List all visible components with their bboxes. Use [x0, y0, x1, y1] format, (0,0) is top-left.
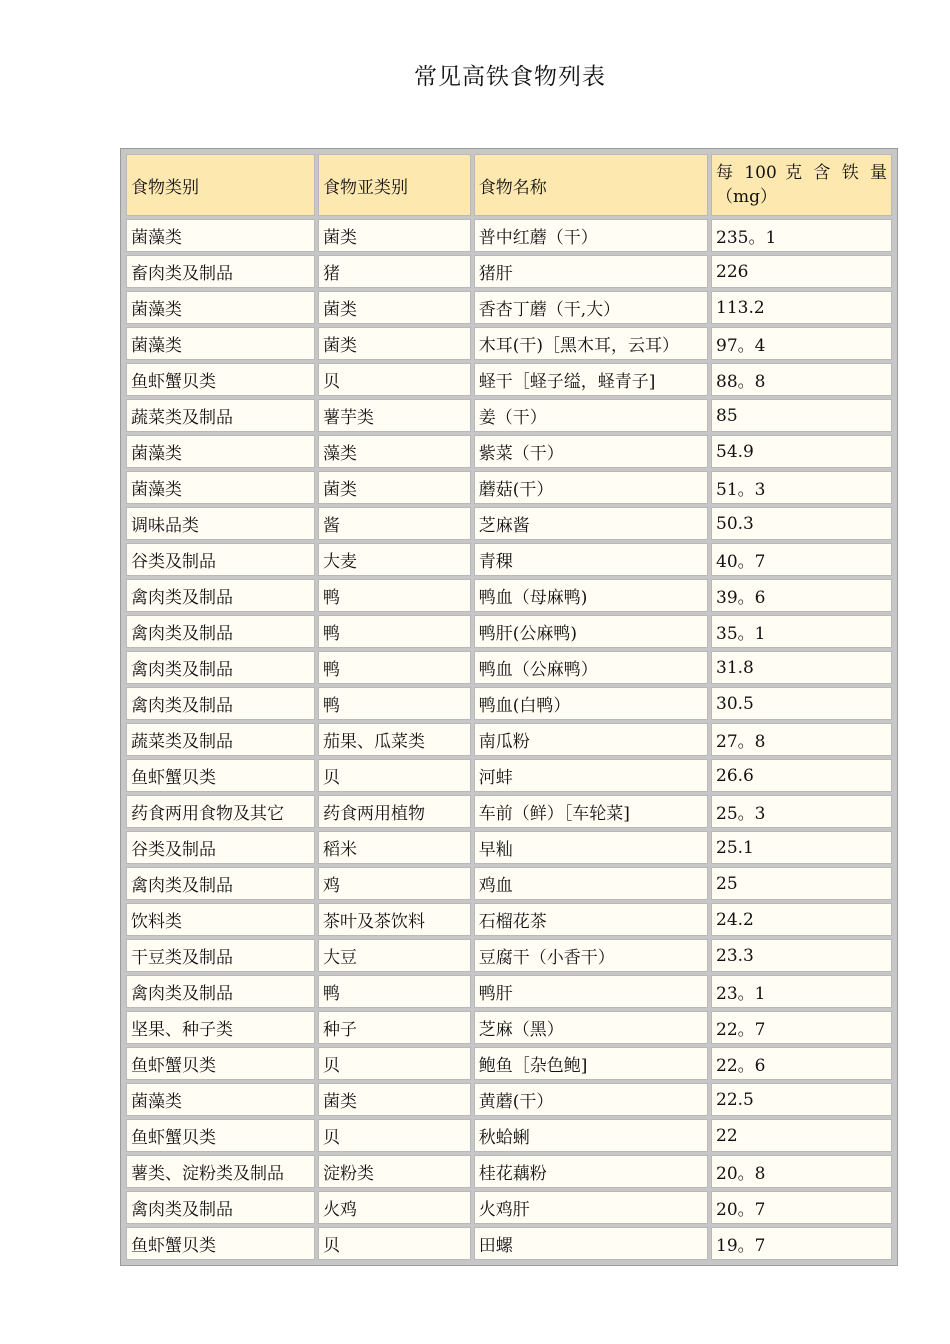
cell-food-category: 菌藻类 [126, 327, 315, 360]
cell-food-name: 鸡血 [474, 867, 708, 900]
cell-food-subcategory: 贝 [318, 1047, 471, 1080]
table-body [126, 219, 892, 1260]
cell-food-name: 桂花藕粉 [474, 1155, 708, 1188]
cell-food-subcategory: 酱 [318, 507, 471, 540]
cell-food-name: 鸭血（公麻鸭） [474, 651, 708, 684]
table-row [126, 399, 892, 432]
cell-food-name: 鸭血（母麻鸭) [474, 579, 708, 612]
cell-food-category: 菌藻类 [126, 291, 315, 324]
cell-food-name: 普中红蘑（干） [474, 219, 708, 252]
cell-food-subcategory: 菌类 [318, 1083, 471, 1116]
cell-food-category: 禽肉类及制品 [126, 1191, 315, 1224]
cell-iron-content: 39。6 [711, 579, 892, 612]
cell-food-subcategory: 鸡 [318, 867, 471, 900]
cell-food-subcategory: 鸭 [318, 651, 471, 684]
cell-food-category: 谷类及制品 [126, 831, 315, 864]
cell-food-name: 芝麻酱 [474, 507, 708, 540]
cell-food-category: 禽肉类及制品 [126, 687, 315, 720]
cell-iron-content: 25 [711, 867, 892, 900]
table-row [126, 219, 892, 252]
table-row [126, 1119, 892, 1152]
cell-food-category: 鱼虾蟹贝类 [126, 1047, 315, 1080]
table-header-row [126, 154, 892, 216]
cell-food-category: 药食两用食物及其它 [126, 795, 315, 828]
cell-food-name: 鸭肝(公麻鸭) [474, 615, 708, 648]
cell-iron-content: 23。1 [711, 975, 892, 1008]
table-row [126, 651, 892, 684]
cell-food-name: 黄蘑(干） [474, 1083, 708, 1116]
table-row [126, 939, 892, 972]
iron-food-table-frame [120, 148, 898, 1266]
cell-iron-content: 35。1 [711, 615, 892, 648]
table-row [126, 435, 892, 468]
cell-food-name: 鲍鱼［杂色鲍] [474, 1047, 708, 1080]
cell-food-subcategory: 稻米 [318, 831, 471, 864]
cell-food-category: 干豆类及制品 [126, 939, 315, 972]
table-row [126, 615, 892, 648]
cell-iron-content: 54.9 [711, 435, 892, 468]
cell-food-category: 谷类及制品 [126, 543, 315, 576]
cell-food-category: 畜肉类及制品 [126, 255, 315, 288]
table-row [126, 255, 892, 288]
cell-food-category: 蔬菜类及制品 [126, 723, 315, 756]
cell-iron-content: 27。8 [711, 723, 892, 756]
table-row [126, 975, 892, 1008]
cell-food-name: 田螺 [474, 1227, 708, 1260]
cell-iron-content: 31.8 [711, 651, 892, 684]
header-food-category: 食物类别 [126, 154, 315, 216]
cell-iron-content: 113.2 [711, 291, 892, 324]
cell-iron-content: 22。7 [711, 1011, 892, 1044]
cell-food-name: 鸭血(白鸭） [474, 687, 708, 720]
cell-food-subcategory: 薯芋类 [318, 399, 471, 432]
cell-food-subcategory: 茶叶及茶饮料 [318, 903, 471, 936]
cell-iron-content: 22。6 [711, 1047, 892, 1080]
cell-food-subcategory: 贝 [318, 1227, 471, 1260]
cell-iron-content: 20。8 [711, 1155, 892, 1188]
cell-food-name: 蘑菇(干） [474, 471, 708, 504]
cell-food-name: 南瓜粉 [474, 723, 708, 756]
cell-food-subcategory: 藻类 [318, 435, 471, 468]
cell-food-subcategory: 贝 [318, 363, 471, 396]
cell-iron-content: 20。7 [711, 1191, 892, 1224]
cell-food-subcategory: 大豆 [318, 939, 471, 972]
cell-food-name: 火鸡肝 [474, 1191, 708, 1224]
cell-iron-content: 19。7 [711, 1227, 892, 1260]
cell-iron-content: 88。8 [711, 363, 892, 396]
table-row [126, 471, 892, 504]
header-food-subcategory: 食物亚类别 [318, 154, 471, 216]
cell-food-subcategory: 贝 [318, 759, 471, 792]
cell-iron-content: 51。3 [711, 471, 892, 504]
cell-food-category: 蔬菜类及制品 [126, 399, 315, 432]
table-row [126, 903, 892, 936]
cell-food-category: 饮料类 [126, 903, 315, 936]
cell-iron-content: 85 [711, 399, 892, 432]
cell-food-subcategory: 大麦 [318, 543, 471, 576]
cell-food-category: 鱼虾蟹贝类 [126, 1119, 315, 1152]
cell-iron-content: 97。4 [711, 327, 892, 360]
table-row [126, 831, 892, 864]
cell-food-subcategory: 鸭 [318, 975, 471, 1008]
cell-food-subcategory: 菌类 [318, 219, 471, 252]
table-row [126, 1047, 892, 1080]
cell-food-subcategory: 猪 [318, 255, 471, 288]
cell-food-subcategory: 鸭 [318, 615, 471, 648]
cell-iron-content: 26.6 [711, 759, 892, 792]
cell-iron-content: 22 [711, 1119, 892, 1152]
header-iron-content: 每 100 克 含 铁 量（mg） [711, 154, 892, 216]
cell-food-subcategory: 种子 [318, 1011, 471, 1044]
table-row [126, 723, 892, 756]
cell-food-name: 石榴花茶 [474, 903, 708, 936]
cell-food-category: 调味品类 [126, 507, 315, 540]
cell-food-category: 坚果、种子类 [126, 1011, 315, 1044]
cell-iron-content: 50.3 [711, 507, 892, 540]
cell-food-name: 芝麻（黑） [474, 1011, 708, 1044]
cell-food-category: 禽肉类及制品 [126, 579, 315, 612]
cell-food-category: 鱼虾蟹贝类 [126, 1227, 315, 1260]
cell-food-category: 禽肉类及制品 [126, 615, 315, 648]
cell-food-category: 禽肉类及制品 [126, 651, 315, 684]
cell-food-name: 蛏干［蛏子缢，蛏青子] [474, 363, 708, 396]
cell-food-subcategory: 火鸡 [318, 1191, 471, 1224]
cell-iron-content: 235。1 [711, 219, 892, 252]
cell-iron-content: 25.1 [711, 831, 892, 864]
cell-food-category: 禽肉类及制品 [126, 975, 315, 1008]
cell-food-name: 猪肝 [474, 255, 708, 288]
table-row [126, 795, 892, 828]
cell-food-name: 姜（干） [474, 399, 708, 432]
cell-food-category: 菌藻类 [126, 219, 315, 252]
cell-food-subcategory: 菌类 [318, 327, 471, 360]
cell-food-category: 鱼虾蟹贝类 [126, 363, 315, 396]
cell-food-name: 青稞 [474, 543, 708, 576]
cell-food-subcategory: 菌类 [318, 471, 471, 504]
cell-iron-content: 40。7 [711, 543, 892, 576]
cell-food-name: 鸭肝 [474, 975, 708, 1008]
cell-food-name: 秋蛤蜊 [474, 1119, 708, 1152]
cell-iron-content: 22.5 [711, 1083, 892, 1116]
cell-food-name: 车前（鲜）［车轮菜] [474, 795, 708, 828]
cell-iron-content: 226 [711, 255, 892, 288]
page-title: 常见高铁食物列表 [414, 64, 606, 90]
cell-iron-content: 25。3 [711, 795, 892, 828]
cell-iron-content: 23.3 [711, 939, 892, 972]
cell-food-category: 菌藻类 [126, 471, 315, 504]
cell-food-name: 河蚌 [474, 759, 708, 792]
table-row [126, 867, 892, 900]
table-row [126, 327, 892, 360]
cell-food-category: 鱼虾蟹贝类 [126, 759, 315, 792]
table-row [126, 579, 892, 612]
cell-food-subcategory: 茄果、瓜菜类 [318, 723, 471, 756]
cell-food-category: 菌藻类 [126, 435, 315, 468]
cell-food-name: 紫菜（干） [474, 435, 708, 468]
cell-food-subcategory: 菌类 [318, 291, 471, 324]
table-row [126, 291, 892, 324]
cell-iron-content: 30.5 [711, 687, 892, 720]
table-row [126, 1011, 892, 1044]
table-row [126, 1155, 892, 1188]
table-row [126, 1191, 892, 1224]
cell-food-subcategory: 药食两用植物 [318, 795, 471, 828]
cell-food-name: 木耳(干)［黑木耳，云耳） [474, 327, 708, 360]
cell-food-name: 早籼 [474, 831, 708, 864]
table-row [126, 363, 892, 396]
iron-food-table [123, 151, 895, 1263]
header-food-name: 食物名称 [474, 154, 708, 216]
table-row [126, 759, 892, 792]
cell-food-name: 香杏丁蘑（干,大） [474, 291, 708, 324]
cell-food-subcategory: 淀粉类 [318, 1155, 471, 1188]
cell-food-name: 豆腐干（小香干） [474, 939, 708, 972]
table-row [126, 1083, 892, 1116]
cell-iron-content: 24.2 [711, 903, 892, 936]
cell-food-category: 禽肉类及制品 [126, 867, 315, 900]
cell-food-subcategory: 贝 [318, 1119, 471, 1152]
table-row [126, 507, 892, 540]
table-row [126, 1227, 892, 1260]
table-row [126, 543, 892, 576]
cell-food-category: 薯类、淀粉类及制品 [126, 1155, 315, 1188]
cell-food-category: 菌藻类 [126, 1083, 315, 1116]
cell-food-subcategory: 鸭 [318, 687, 471, 720]
table-row [126, 687, 892, 720]
cell-food-subcategory: 鸭 [318, 579, 471, 612]
